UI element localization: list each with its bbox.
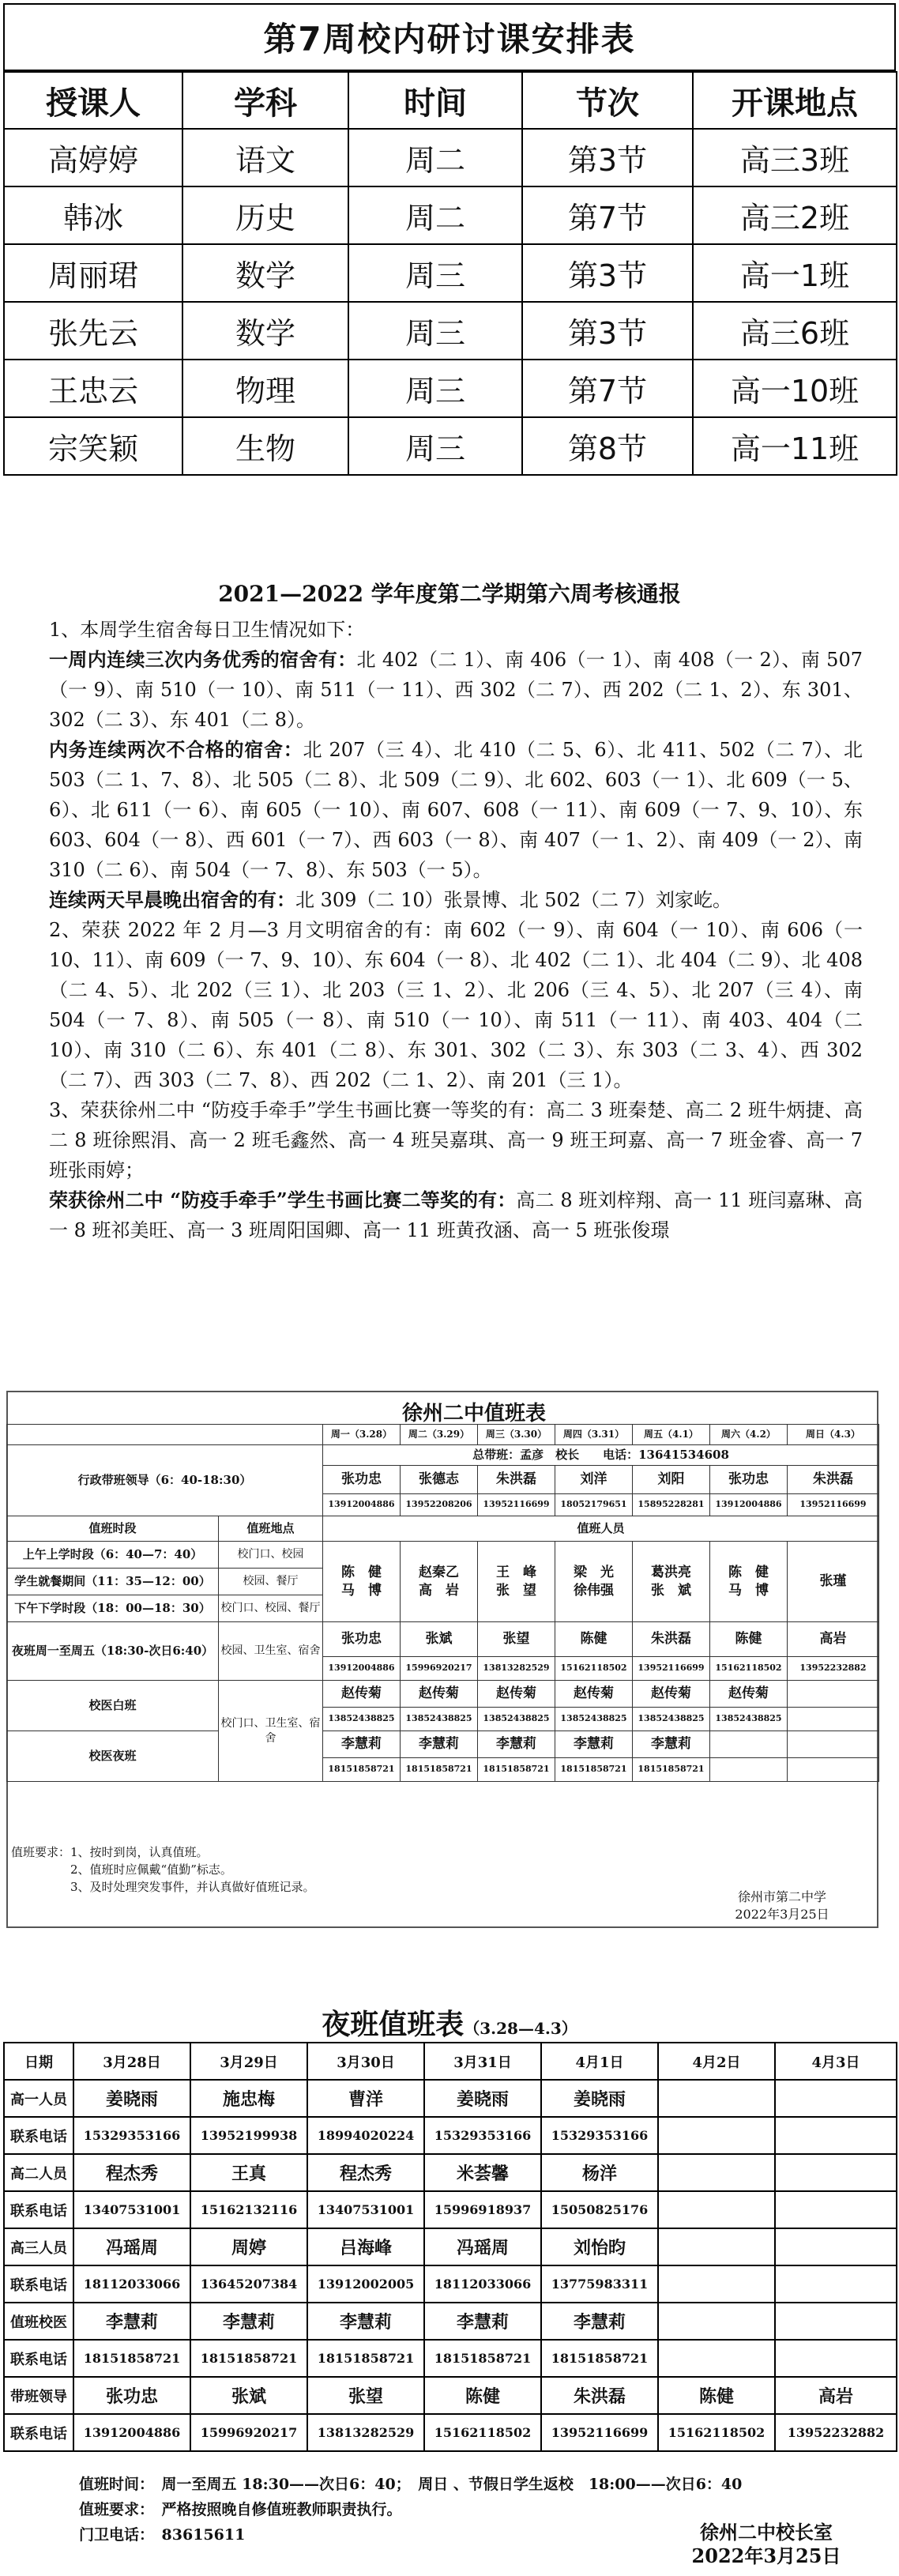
report-para-2-label: 一周内连续三次内务优秀的宿舍有： bbox=[49, 648, 357, 671]
duty-slot-time: 学生就餐期间（11：35—12：00） bbox=[7, 1569, 219, 1595]
duty-signature bbox=[695, 1889, 869, 1923]
night-name-cell: 李慧莉 bbox=[73, 2303, 190, 2340]
report-para-7-label: 荣获徐州二中 “防疫手牵手”学生书画比赛二等奖的有： bbox=[49, 1188, 517, 1211]
duty-row bbox=[7, 1542, 879, 1569]
night-role-cell: 联系电话 bbox=[4, 2340, 73, 2377]
duty-daydoc-name: 赵传菊 bbox=[401, 1681, 478, 1708]
night-phone-cell: 18151858721 bbox=[73, 2340, 190, 2377]
night-name-cell: 张功忠 bbox=[73, 2377, 190, 2414]
duty-nightdoc-name: 李慧莉 bbox=[555, 1731, 633, 1758]
night-phone-cell: 15996920217 bbox=[190, 2414, 307, 2451]
duty-nightdoc-phone: 18151858721 bbox=[633, 1758, 710, 1782]
night-role-cell: 高二人员 bbox=[4, 2154, 73, 2191]
duty-day-header: 周二（3.29） bbox=[401, 1425, 478, 1445]
schedule-location-cell: 高三3班 bbox=[693, 129, 897, 186]
duty-row bbox=[7, 1681, 879, 1708]
schedule-teacher-cell: 周丽珺 bbox=[4, 244, 182, 302]
duty-daydoc-phone: 13852438825 bbox=[710, 1708, 788, 1731]
night-row bbox=[4, 2117, 897, 2154]
night-name-cell bbox=[658, 2080, 775, 2117]
duty-row bbox=[7, 1516, 879, 1542]
duty-note-3: 3、及时处理突发事件，并认真做好值班记录。 bbox=[70, 1880, 315, 1894]
night-date-cell: 3月28日 bbox=[73, 2043, 190, 2080]
night-role-cell: 联系电话 bbox=[4, 2117, 73, 2154]
night-phone-cell: 18151858721 bbox=[307, 2340, 424, 2377]
night-phone-cell bbox=[658, 2340, 775, 2377]
report-para-7-text: 高二 8 班刘梓翔、高一 11 班闫嘉琳、高一 8 班祁美旺、高一 3 班周阳国卿、高一 11 班黄孜涵、高一 5 班张俊璟 bbox=[49, 1189, 863, 1241]
schedule-subject-cell: 数学 bbox=[182, 302, 348, 360]
night-name-cell: 杨洋 bbox=[541, 2154, 658, 2191]
night-row bbox=[4, 2191, 897, 2228]
night-phone-cell: 13775983311 bbox=[541, 2265, 658, 2303]
night-role-cell: 高三人员 bbox=[4, 2228, 73, 2265]
schedule-period-cell: 第3节 bbox=[522, 129, 693, 186]
night-phone-cell: 18994020224 bbox=[307, 2117, 424, 2154]
duty-table bbox=[6, 1424, 879, 1782]
duty-admin-name: 刘洋 bbox=[555, 1466, 633, 1494]
night-phone-cell bbox=[775, 2117, 897, 2154]
duty-admin-phone: 13912004886 bbox=[710, 1494, 788, 1516]
duty-day-header: 周四（3.31） bbox=[555, 1425, 633, 1445]
schedule-location-cell: 高一1班 bbox=[693, 244, 897, 302]
duty-daydoc-phone: 13852438825 bbox=[478, 1708, 555, 1731]
night-name-cell: 姜晓雨 bbox=[424, 2080, 541, 2117]
night-date-cell: 4月2日 bbox=[658, 2043, 775, 2080]
schedule-period-cell: 第7节 bbox=[522, 186, 693, 244]
schedule-teacher-cell: 宗笑颖 bbox=[4, 417, 182, 475]
night-name-cell: 吕海峰 bbox=[307, 2228, 424, 2265]
report-body bbox=[49, 615, 863, 1245]
schedule-subject-cell: 数学 bbox=[182, 244, 348, 302]
duty-day-header: 周五（4.1） bbox=[633, 1425, 710, 1445]
duty-slot-time: 上午上学时段（6：40—7：40） bbox=[7, 1542, 219, 1569]
night-phone-cell: 15996918937 bbox=[424, 2191, 541, 2228]
night-name-cell: 程杰秀 bbox=[73, 2154, 190, 2191]
header-subject: 学科 bbox=[182, 72, 348, 129]
night-phone-cell: 18112033066 bbox=[424, 2265, 541, 2303]
night-phone-cell: 15329353166 bbox=[541, 2117, 658, 2154]
duty-night-phone: 13813282529 bbox=[478, 1657, 555, 1681]
night-phone-cell: 13407531001 bbox=[307, 2191, 424, 2228]
schedule-time-cell: 周三 bbox=[348, 417, 522, 475]
duty-staff-name: 王 峰 张 望 bbox=[478, 1542, 555, 1622]
night-phone-cell: 15162118502 bbox=[658, 2414, 775, 2451]
night-phone-cell: 13407531001 bbox=[73, 2191, 190, 2228]
night-phone-cell bbox=[658, 2265, 775, 2303]
report-para-7 bbox=[49, 1185, 863, 1245]
duty-day-header: 周日（4.3） bbox=[788, 1425, 879, 1445]
report-para-5: 2、荣获 2022 年 2 月—3 月文明宿舍的有：南 602（一 9）、南 604（一 10）、南 606（一 10、11）、南 609（一 7、9、10）、东 604（一 8）、北 402（二 1）、北 404（二 9）、北 408（二 4、5）、北 202（三 1）、北 203（三 1、2）、北 206（三 4、5）、北 207（三 4）、南 504（一 7、8）、南 505（一 8）、南 510（一 10）、南 511（一 11）、南 403、404（二 10）、南 310（二 6）、东 401（二 8）、东 301、302（二 3）、东 303（二 3、4）、西 302（二 7）、西 303（二 7、8）、西 202（二 1、2）、南 201（三 1）。 bbox=[49, 919, 863, 1091]
schedule-table bbox=[3, 71, 897, 476]
duty-daydoc-name: 赵传菊 bbox=[710, 1681, 788, 1708]
duty-nightdoc-phone: 18151858721 bbox=[323, 1758, 401, 1782]
duty-night-name: 陈健 bbox=[555, 1622, 633, 1657]
night-name-cell: 李慧莉 bbox=[307, 2303, 424, 2340]
night-phone-cell: 13645207384 bbox=[190, 2265, 307, 2303]
night-row bbox=[4, 2228, 897, 2265]
research-lesson-schedule bbox=[0, 0, 899, 482]
duty-night-name: 朱洪磊 bbox=[633, 1622, 710, 1657]
duty-nightdoc-name: 李慧莉 bbox=[478, 1731, 555, 1758]
duty-nightdoc-phone bbox=[788, 1758, 879, 1782]
header-period: 节次 bbox=[522, 72, 693, 129]
duty-corner-cell bbox=[7, 1425, 323, 1445]
night-phone-cell: 18112033066 bbox=[73, 2265, 190, 2303]
night-time-label: 值班时间： bbox=[79, 2476, 147, 2493]
night-name-cell: 张望 bbox=[307, 2377, 424, 2414]
night-name-cell: 陈健 bbox=[424, 2377, 541, 2414]
night-phone-cell: 15329353166 bbox=[424, 2117, 541, 2154]
night-phone-cell: 18151858721 bbox=[541, 2340, 658, 2377]
duty-day-header: 周三（3.30） bbox=[478, 1425, 555, 1445]
schedule-row bbox=[4, 302, 897, 360]
night-name-cell: 李慧莉 bbox=[424, 2303, 541, 2340]
night-name-cell: 刘怡昀 bbox=[541, 2228, 658, 2265]
duty-staff-header: 值班人员 bbox=[323, 1516, 879, 1542]
duty-night-name: 张功忠 bbox=[323, 1622, 401, 1657]
night-name-cell bbox=[658, 2228, 775, 2265]
duty-nightdoc-name: 李慧莉 bbox=[401, 1731, 478, 1758]
night-phone-cell: 15162132116 bbox=[190, 2191, 307, 2228]
schedule-subject-cell: 生物 bbox=[182, 417, 348, 475]
schedule-row bbox=[4, 186, 897, 244]
duty-row bbox=[7, 1622, 879, 1657]
duty-daydoc-name: 赵传菊 bbox=[478, 1681, 555, 1708]
report-para-4-text: 北 309（二 10）张景博、北 502（二 7）刘家屹。 bbox=[295, 889, 732, 911]
night-date-cell: 4月3日 bbox=[775, 2043, 897, 2080]
duty-daydoc-phone: 13852438825 bbox=[401, 1708, 478, 1731]
duty-notes bbox=[11, 1843, 643, 1896]
night-req-text: 严格按照晚自修值班教师职责执行。 bbox=[161, 2501, 402, 2518]
duty-daydoc-phone: 13852438825 bbox=[633, 1708, 710, 1731]
duty-admin-label: 行政带班领导（6：40-18:30） bbox=[7, 1445, 323, 1516]
duty-night-place: 校园、卫生室、宿舍 bbox=[219, 1622, 323, 1681]
schedule-time-cell: 周二 bbox=[348, 186, 522, 244]
night-row bbox=[4, 2080, 897, 2117]
duty-slot-place: 校园、餐厅 bbox=[219, 1569, 323, 1595]
duty-staff-name: 梁 光 徐伟强 bbox=[555, 1542, 633, 1622]
duty-night-phone: 13952116699 bbox=[633, 1657, 710, 1681]
duty-slot-time: 下午下学时段（18：00—18：30） bbox=[7, 1595, 219, 1622]
night-name-cell: 施忠梅 bbox=[190, 2080, 307, 2117]
schedule-subject-cell: 语文 bbox=[182, 129, 348, 186]
night-date-cell: 3月29日 bbox=[190, 2043, 307, 2080]
report-para-2 bbox=[49, 645, 863, 735]
duty-nightdoc-name bbox=[710, 1731, 788, 1758]
night-row bbox=[4, 2154, 897, 2191]
duty-row bbox=[7, 1731, 879, 1758]
schedule-row bbox=[4, 417, 897, 475]
duty-night-phone: 15162118502 bbox=[555, 1657, 633, 1681]
night-sign-org: 徐州二中校长室 bbox=[700, 2521, 833, 2544]
report-title: 2021—2022 学年度第二学期第六周考核通报 bbox=[218, 581, 681, 607]
night-phone-cell: 13813282529 bbox=[307, 2414, 424, 2451]
schedule-teacher-cell: 高婷婷 bbox=[4, 129, 182, 186]
header-time: 时间 bbox=[348, 72, 522, 129]
night-name-cell: 米荟馨 bbox=[424, 2154, 541, 2191]
duty-slot-place: 校门口、校园、餐厅 bbox=[219, 1595, 323, 1622]
night-duty-schedule bbox=[0, 1991, 899, 2576]
duty-roster bbox=[0, 1383, 899, 1936]
night-sign-date: 2022年3月25日 bbox=[691, 2544, 841, 2567]
night-phone-cell bbox=[775, 2265, 897, 2303]
duty-daydoc-label: 校医白班 bbox=[7, 1681, 219, 1731]
night-name-cell: 王真 bbox=[190, 2154, 307, 2191]
night-phone-cell bbox=[658, 2191, 775, 2228]
night-name-cell: 姜晓雨 bbox=[541, 2080, 658, 2117]
duty-admin-phone: 13912004886 bbox=[323, 1494, 401, 1516]
duty-nightdoc-phone: 18151858721 bbox=[478, 1758, 555, 1782]
header-location: 开课地点 bbox=[693, 72, 897, 129]
schedule-subject-cell: 历史 bbox=[182, 186, 348, 244]
night-row bbox=[4, 2265, 897, 2303]
night-role-cell: 值班校医 bbox=[4, 2303, 73, 2340]
schedule-time-cell: 周二 bbox=[348, 129, 522, 186]
duty-admin-phone: 18052179651 bbox=[555, 1494, 633, 1516]
duty-admin-name: 朱洪磊 bbox=[478, 1466, 555, 1494]
duty-nightdoc-phone bbox=[710, 1758, 788, 1782]
duty-admin-phone: 13952208206 bbox=[401, 1494, 478, 1516]
duty-admin-phone: 13952116699 bbox=[478, 1494, 555, 1516]
duty-daydoc-phone bbox=[788, 1708, 879, 1731]
duty-day-header: 周六（4.2） bbox=[710, 1425, 788, 1445]
duty-night-name: 张斌 bbox=[401, 1622, 478, 1657]
duty-admin-name: 张功忠 bbox=[710, 1466, 788, 1494]
report-para-3 bbox=[49, 735, 863, 885]
report-para-4 bbox=[49, 885, 863, 915]
night-row bbox=[4, 2377, 897, 2414]
duty-daydoc-name: 赵传菊 bbox=[323, 1681, 401, 1708]
schedule-location-cell: 高三6班 bbox=[693, 302, 897, 360]
duty-night-name: 陈健 bbox=[710, 1622, 788, 1657]
report-para-2-text: 北 402（二 1）、南 406（一 1）、南 408（一 2）、南 507（一 9）、南 510（一 10）、南 511（一 11）、西 302（二 7）、西 202（二 1、2）、东 301、302（二 3）、东 401（二 8）。 bbox=[49, 649, 863, 731]
duty-title: 徐州二中值班表 bbox=[401, 1402, 546, 1425]
report-para-6: 3、荣获徐州二中 “防疫手牵手”学生书画比赛一等奖的有：高二 3 班秦楚、高二 2 班牛炳捷、高二 8 班徐熙涓、高一 2 班毛鑫然、高一 4 班吴嘉琪、高一 9 班王珂嘉、高一 7 班金睿、高一 7 班张雨婷； bbox=[49, 1099, 863, 1181]
duty-nightdoc-phone: 18151858721 bbox=[555, 1758, 633, 1782]
schedule-period-cell: 第3节 bbox=[522, 244, 693, 302]
night-name-cell bbox=[775, 2303, 897, 2340]
schedule-teacher-cell: 韩冰 bbox=[4, 186, 182, 244]
duty-staff-name: 葛洪亮 张 斌 bbox=[633, 1542, 710, 1622]
night-phone-cell: 13912002005 bbox=[307, 2265, 424, 2303]
duty-note-1: 1、按时到岗，认真值班。 bbox=[70, 1845, 209, 1859]
duty-night-phone: 13912004886 bbox=[323, 1657, 401, 1681]
night-phone-cell: 15050825176 bbox=[541, 2191, 658, 2228]
duty-daydoc-name: 赵传菊 bbox=[633, 1681, 710, 1708]
weekly-report bbox=[0, 569, 899, 1280]
night-name-cell: 陈健 bbox=[658, 2377, 775, 2414]
duty-row bbox=[7, 1445, 879, 1466]
night-phone-cell: 13952199938 bbox=[190, 2117, 307, 2154]
duty-chief-line: 总带班：孟彦 校长 电话：13641534608 bbox=[323, 1445, 879, 1466]
night-req-line bbox=[79, 2497, 869, 2522]
duty-staff-name: 陈 健 马 博 bbox=[323, 1542, 401, 1622]
night-phone-cell bbox=[775, 2340, 897, 2377]
night-name-cell bbox=[775, 2154, 897, 2191]
night-name-cell bbox=[775, 2080, 897, 2117]
schedule-time-cell: 周三 bbox=[348, 244, 522, 302]
night-table bbox=[3, 2042, 897, 2452]
duty-daydoc-phone: 13852438825 bbox=[555, 1708, 633, 1731]
night-req-label: 值班要求： bbox=[79, 2501, 147, 2518]
schedule-time-cell: 周三 bbox=[348, 302, 522, 360]
schedule-header-row bbox=[4, 72, 897, 129]
duty-nightdoc-name bbox=[788, 1731, 879, 1758]
night-name-cell: 李慧莉 bbox=[190, 2303, 307, 2340]
night-date-cell: 3月31日 bbox=[424, 2043, 541, 2080]
duty-doc-place: 校门口、卫生室、宿舍 bbox=[219, 1681, 323, 1782]
duty-row bbox=[7, 1425, 879, 1445]
duty-staff-name: 张瑾 bbox=[788, 1542, 879, 1622]
schedule-period-cell: 第7节 bbox=[522, 360, 693, 417]
schedule-location-cell: 高一10班 bbox=[693, 360, 897, 417]
night-phone-cell bbox=[658, 2117, 775, 2154]
duty-day-header: 周一（3.28） bbox=[323, 1425, 401, 1445]
night-row bbox=[4, 2303, 897, 2340]
night-phone-label: 门卫电话： bbox=[79, 2526, 147, 2544]
schedule-row bbox=[4, 360, 897, 417]
duty-nightdoc-phone: 18151858721 bbox=[401, 1758, 478, 1782]
night-name-cell: 高岩 bbox=[775, 2377, 897, 2414]
night-phone-cell: 13952116699 bbox=[541, 2414, 658, 2451]
duty-nightdoc-label: 校医夜班 bbox=[7, 1731, 219, 1782]
night-row bbox=[4, 2340, 897, 2377]
duty-staff-name: 陈 健 马 博 bbox=[710, 1542, 788, 1622]
report-para-3-label: 内务连续两次不合格的宿舍： bbox=[49, 738, 303, 761]
night-title-range: （3.28—4.3） bbox=[464, 2019, 577, 2038]
duty-note-2: 2、值班时应佩戴“值勤”标志。 bbox=[70, 1862, 232, 1877]
schedule-period-cell: 第3节 bbox=[522, 302, 693, 360]
schedule-title: 第7周校内研讨课安排表 bbox=[3, 3, 896, 71]
night-phone-text: 83615611 bbox=[161, 2526, 246, 2544]
night-name-cell bbox=[658, 2154, 775, 2191]
duty-daydoc-name: 赵传菊 bbox=[555, 1681, 633, 1708]
night-role-cell: 联系电话 bbox=[4, 2191, 73, 2228]
night-signature bbox=[664, 2521, 869, 2568]
night-name-cell: 李慧莉 bbox=[541, 2303, 658, 2340]
night-name-cell: 姜晓雨 bbox=[73, 2080, 190, 2117]
duty-notes-label: 值班要求： bbox=[11, 1845, 71, 1859]
duty-place-header: 值班地点 bbox=[219, 1516, 323, 1542]
schedule-period-cell: 第8节 bbox=[522, 417, 693, 475]
duty-admin-name: 张德志 bbox=[401, 1466, 478, 1494]
night-name-cell: 张斌 bbox=[190, 2377, 307, 2414]
night-name-cell: 冯瑶周 bbox=[424, 2228, 541, 2265]
schedule-row bbox=[4, 244, 897, 302]
duty-slot-place: 校门口、校园 bbox=[219, 1542, 323, 1569]
night-title bbox=[0, 2002, 899, 2043]
night-name-cell bbox=[658, 2303, 775, 2340]
night-name-cell: 周婷 bbox=[190, 2228, 307, 2265]
schedule-teacher-cell: 王忠云 bbox=[4, 360, 182, 417]
duty-night-name: 高岩 bbox=[788, 1622, 879, 1657]
night-date-cell: 3月30日 bbox=[307, 2043, 424, 2080]
night-phone-cell: 15329353166 bbox=[73, 2117, 190, 2154]
night-name-cell: 程杰秀 bbox=[307, 2154, 424, 2191]
duty-daydoc-phone: 13852438825 bbox=[323, 1708, 401, 1731]
night-name-cell: 曹洋 bbox=[307, 2080, 424, 2117]
duty-staff-name: 赵秦乙 高 岩 bbox=[401, 1542, 478, 1622]
night-role-cell: 联系电话 bbox=[4, 2414, 73, 2451]
schedule-teacher-cell: 张先云 bbox=[4, 302, 182, 360]
duty-night-phone: 15996920217 bbox=[401, 1657, 478, 1681]
duty-night-phone: 15162118502 bbox=[710, 1657, 788, 1681]
duty-sign-date: 2022年3月25日 bbox=[735, 1907, 829, 1922]
night-name-cell: 朱洪磊 bbox=[541, 2377, 658, 2414]
night-phone-cell: 13912004886 bbox=[73, 2414, 190, 2451]
schedule-location-cell: 高一11班 bbox=[693, 417, 897, 475]
header-teacher: 授课人 bbox=[4, 72, 182, 129]
schedule-time-cell: 周三 bbox=[348, 360, 522, 417]
night-role-cell: 联系电话 bbox=[4, 2265, 73, 2303]
duty-nightdoc-name: 李慧莉 bbox=[633, 1731, 710, 1758]
night-role-cell: 高一人员 bbox=[4, 2080, 73, 2117]
night-phone-cell: 15162118502 bbox=[424, 2414, 541, 2451]
duty-night-phone: 13952232882 bbox=[788, 1657, 879, 1681]
schedule-location-cell: 高三2班 bbox=[693, 186, 897, 244]
duty-sign-org: 徐州市第二中学 bbox=[737, 1889, 826, 1904]
report-para-1: 1、本周学生宿舍每日卫生情况如下： bbox=[49, 619, 365, 641]
duty-nightdoc-name: 李慧莉 bbox=[323, 1731, 401, 1758]
duty-night-label: 夜班周一至周五（18:30-次日6:40） bbox=[7, 1622, 219, 1681]
night-time-text: 周一至周五 18:30——次日6：40； 周日 、节假日学生返校 18:00——次日6：40 bbox=[161, 2476, 743, 2493]
duty-daydoc-name bbox=[788, 1681, 879, 1708]
duty-admin-name: 刘阳 bbox=[633, 1466, 710, 1494]
duty-slot-header: 值班时段 bbox=[7, 1516, 219, 1542]
duty-admin-phone: 13952116699 bbox=[788, 1494, 879, 1516]
night-header-row bbox=[4, 2043, 897, 2080]
night-time-line bbox=[79, 2472, 869, 2497]
duty-admin-name: 朱洪磊 bbox=[788, 1466, 879, 1494]
night-date-cell: 4月1日 bbox=[541, 2043, 658, 2080]
night-name-cell bbox=[775, 2228, 897, 2265]
schedule-row bbox=[4, 129, 897, 186]
duty-night-name: 张望 bbox=[478, 1622, 555, 1657]
night-phone-cell: 18151858721 bbox=[190, 2340, 307, 2377]
night-name-cell: 冯瑶周 bbox=[73, 2228, 190, 2265]
report-para-4-label: 连续两天早晨晚出宿舍的有： bbox=[49, 888, 295, 911]
duty-admin-name: 张功忠 bbox=[323, 1466, 401, 1494]
schedule-subject-cell: 物理 bbox=[182, 360, 348, 417]
night-row bbox=[4, 2414, 897, 2451]
night-role-cell: 带班领导 bbox=[4, 2377, 73, 2414]
duty-admin-phone: 15895228281 bbox=[633, 1494, 710, 1516]
night-date-header: 日期 bbox=[4, 2043, 73, 2080]
report-para-3-text: 北 207（三 4）、北 410（二 5、6）、北 411、502（二 7）、北 503（二 1、7、8）、北 505（二 8）、北 509（二 9）、北 602、603（一 1）、北 609（一 5、6）、北 611（一 6）、南 605（一 10）、南 607、608（一 11）、南 609（一 7、9、10）、东 603、604（一 8）、西 601（一 7）、西 603（一 8）、南 407（一 1、2）、南 409（一 2）、南 310（二 6）、南 504（一 7、8）、东 503（一 5）。 bbox=[49, 739, 863, 881]
night-phone-cell bbox=[775, 2191, 897, 2228]
night-phone-cell: 13952232882 bbox=[775, 2414, 897, 2451]
night-title-main: 夜班值班表 bbox=[322, 2008, 465, 2041]
night-phone-cell: 18151858721 bbox=[424, 2340, 541, 2377]
